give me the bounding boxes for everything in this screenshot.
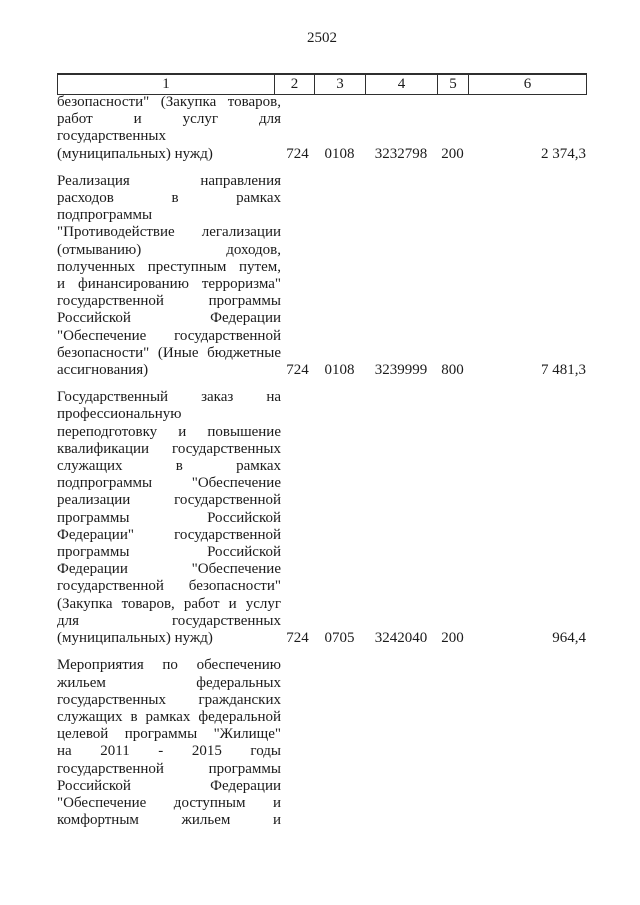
text-line: государственной программы (57, 293, 281, 310)
value-cell-4: 3239999 (374, 362, 428, 379)
header-cell-4: 4 (366, 75, 438, 94)
text-line: безопасности" (Иные бюджетные (57, 344, 281, 361)
value-cell-3: 0108 (324, 145, 355, 162)
text-line: Реализация направления (57, 172, 281, 189)
value-cell-2: 724 (286, 362, 309, 379)
value-cell-4: 3232798 (374, 145, 428, 162)
text-line: и финансированию терроризма" (57, 276, 281, 293)
text-line: комфортным жильем и (57, 812, 281, 829)
header-cell-5: 5 (438, 75, 469, 94)
table-row (57, 173, 587, 379)
page-content (57, 0, 587, 905)
activity-name-cell (57, 389, 281, 647)
value-cell-6: 7 481,3 (541, 362, 586, 379)
text-line: (муниципальных) нужд) (57, 145, 213, 162)
value-cell-5: 800 (441, 362, 464, 379)
text-line: переподготовку и повышение (57, 423, 281, 440)
value-cell-5: 200 (441, 630, 464, 647)
text-line: целевой программы "Жилище" (57, 726, 281, 743)
text-line: квалификации государственных (57, 440, 281, 457)
text-line: служащих в рамках федеральной (57, 708, 281, 725)
value-cell-5: 200 (441, 145, 464, 162)
text-line: (отмыванию) доходов, (57, 241, 281, 258)
text-line: Российской Федерации (57, 777, 281, 794)
text-line: Мероприятия по обеспечению (57, 657, 281, 674)
text-line: (муниципальных) нужд) (57, 630, 213, 647)
activity-name-cell (57, 94, 281, 163)
header-cell-3: 3 (315, 75, 366, 94)
text-line: Российской Федерации (57, 310, 281, 327)
header-cell-6: 6 (523, 76, 532, 92)
text-line: (Закупка товаров, работ и услуг (57, 595, 281, 612)
text-line: работ и услуг для (57, 111, 281, 128)
value-cell-2: 724 (286, 630, 309, 647)
text-line: Федерации "Обеспечение (57, 561, 281, 578)
text-line: служащих в рамках (57, 458, 281, 475)
value-cell-6: 2 374,3 (541, 145, 586, 162)
text-line: безопасности" (Закупка товаров, (57, 94, 281, 110)
header-cell-1: 1 (58, 75, 275, 94)
text-line: Федерации" государственной (57, 526, 281, 543)
text-line: жильем федеральных (57, 674, 281, 691)
value-cell-6: 964,4 (552, 630, 586, 647)
table-row (57, 389, 587, 647)
activity-name-cell (57, 657, 281, 829)
table-body (57, 94, 587, 839)
text-line: подпрограммы (57, 207, 153, 224)
activity-name-cell (57, 173, 281, 379)
text-line: программы Российской (57, 509, 281, 526)
text-line: государственных гражданских (57, 691, 281, 708)
text-line: "Обеспечение доступным и (57, 794, 281, 811)
text-line: реализации государственной (57, 492, 281, 509)
text-line: государственной программы (57, 760, 281, 777)
table-row (57, 94, 587, 163)
text-line: ассигнования) (57, 362, 149, 379)
text-line: расходов в рамках (57, 190, 281, 207)
text-line: подпрограммы "Обеспечение (57, 475, 281, 492)
text-line: на 2011 - 2015 годы (57, 743, 281, 760)
value-cell-3: 0108 (324, 362, 355, 379)
text-line: программы Российской (57, 544, 281, 561)
text-line: "Противодействие легализации (57, 224, 281, 241)
table-row (57, 657, 587, 829)
value-cell-2: 724 (286, 145, 309, 162)
text-line: для государственных (57, 612, 281, 629)
value-cell-4: 3242040 (374, 630, 428, 647)
table-header-row (57, 73, 587, 95)
header-cell-2: 2 (275, 75, 315, 94)
text-line: государственной безопасности" (57, 578, 281, 595)
value-cell-3: 0705 (324, 630, 355, 647)
page-number: 2502 (307, 30, 337, 46)
text-line: Государственный заказ на (57, 389, 281, 406)
text-line: полученных преступным путем, (57, 258, 281, 275)
text-line: профессиональную (57, 406, 182, 423)
text-line: "Обеспечение государственной (57, 327, 281, 344)
text-line: государственных (57, 128, 166, 145)
